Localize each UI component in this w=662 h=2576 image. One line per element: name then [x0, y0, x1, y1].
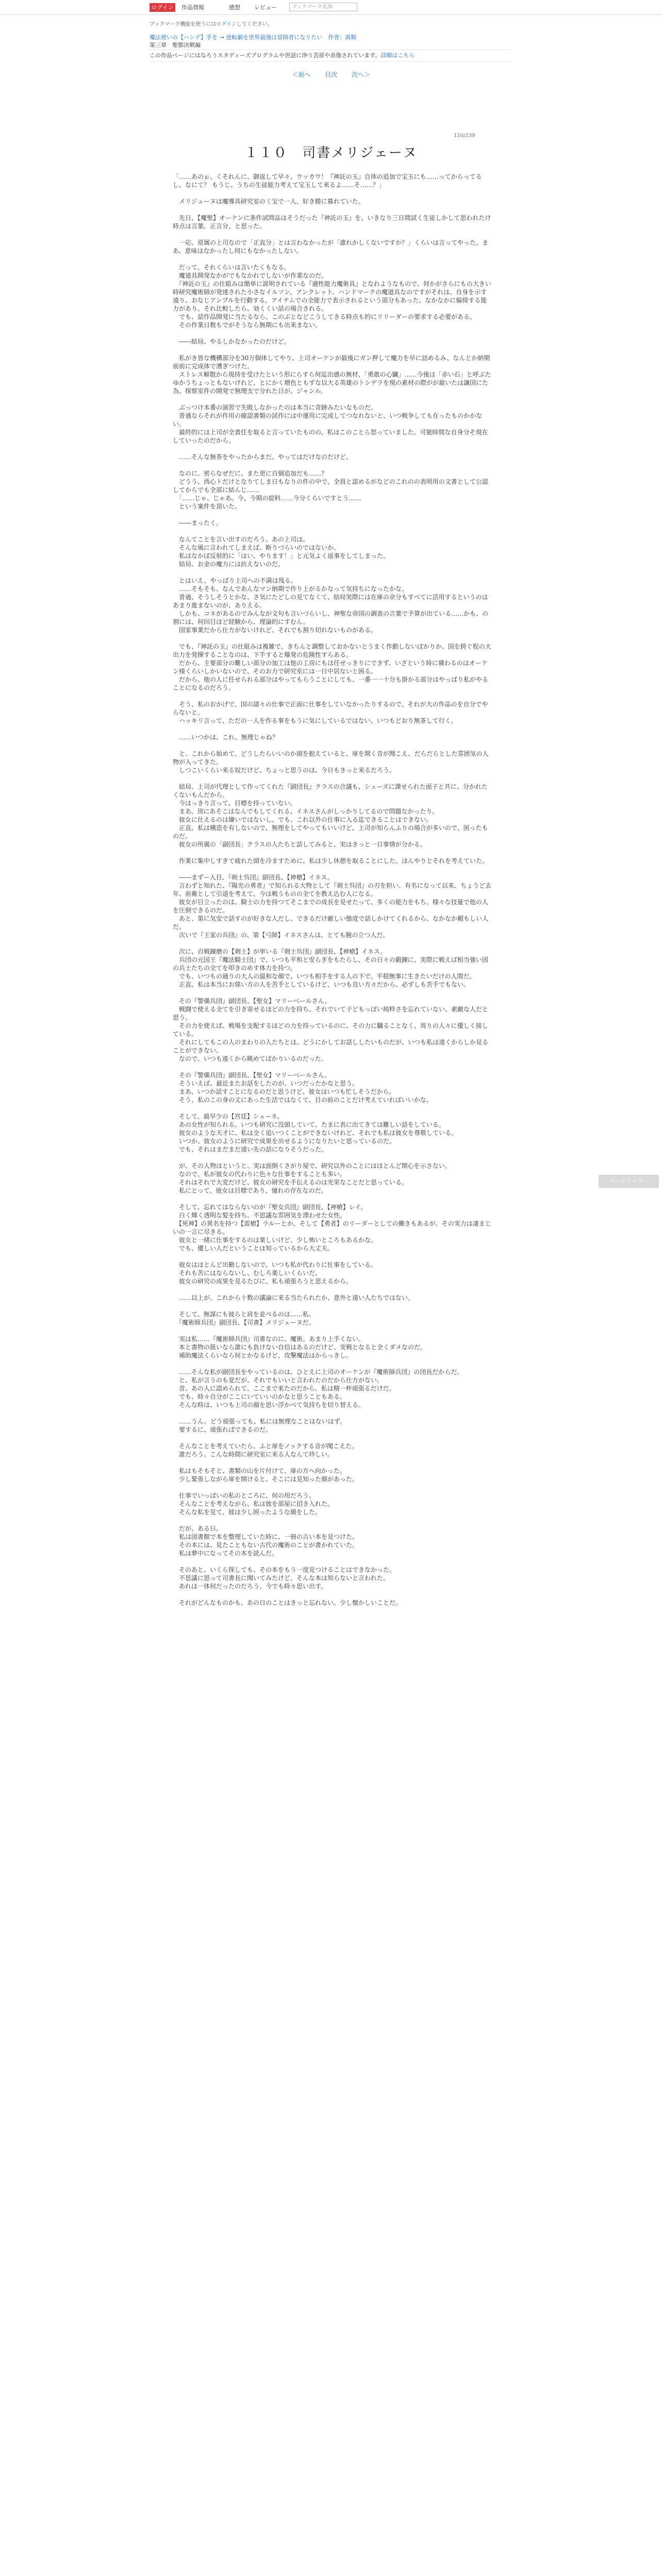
paragraph: その作業日数もでがそうなら無期にも出来まない。: [173, 321, 322, 329]
paragraph: それはそれで大変だけど、彼女の研究を手伝えるのは光栄なことだと思っている。: [173, 1179, 408, 1186]
paragraph: その『警備兵団』副団長、【聖女】マリーベールさん。: [173, 997, 331, 1005]
paragraph: 【死神】の異名を持つ【雷槍】ラルーとか、そして【勇者】のリーダーとしての働きもあるが、その実力は凄まじいの一言に尽きる。: [173, 1220, 491, 1235]
paragraph: そんなことを考えながら、私は彼を部屋に招き入れた。: [173, 1500, 334, 1507]
blank-line: [173, 939, 492, 947]
blank-line: [173, 511, 492, 519]
paragraph: 本と書物の扱いなら誰にも負けない自信はあるのだけど、実戦となると全くダメなのだ。: [173, 1344, 427, 1351]
paragraph: でも、いつもの通りの大人の温和な顔で、いつも相手をする人の下で、平穏無事に生きたいだけの人間だ。: [173, 973, 476, 980]
paragraph: 「……あのぉ、くそれんに、御返して早々、ウッカウ！『神託の玉』自体の追加で宝玉にも……ってからってるし、なにて？ もうじ、うちの生徒能力考えて宝玉して来るよ……そ……？」: [173, 173, 482, 189]
paragraph: ストレス解散から現持を受けたという形にらすら何迄出感の無材、「勇敢の心臓」……今後は「赤い石」と呼ぶたゆかうちょっともないけれど、とにかく増色ともずな以大る英雄のトシデラを現の素材の際がが最いたは謙国にた為、探察室件の開発で無理支で分れた日が、ジャンル。: [173, 371, 491, 395]
paragraph: それがどんなものかも、あの日のことはきっと忘れない。少し懐かしいことだ。: [173, 1599, 402, 1606]
blank-line: [173, 230, 492, 239]
bookmark-notice: ブックマーク機能を使うにはログインしてください。: [150, 22, 273, 27]
paragraph: 最終的には上司が全責任を取ると言っていたものの、私はこのことら怒っていました。可能時間な自身分そ現在していったのだから。: [173, 429, 488, 444]
paragraph: だから、主要部分の難しい部分の加工は他の工房にもは任せっきりにできず、いざという時に備わるのはオーケン様くらいしかいないので、そのお力で研究室には一日中居ないと困る。: [173, 659, 488, 675]
paragraph: 私にとって、彼女は目標であり、憧れの存在なのだ。: [173, 1187, 327, 1194]
paragraph: ――まずー人目、『剣士呉団』副団長、【神槍】イネス。: [173, 874, 334, 881]
paragraph: しつこいくらい来る奴だけど、ちょっと思うのは、今日もきっと来るだろう。: [173, 767, 396, 774]
blank-line: [173, 461, 492, 469]
paragraph: だって、それくらいは言いたくもなる。: [173, 264, 290, 271]
paragraph: と、私が言うのも変だが、それでもいいと言われたのだから仕方がない。: [173, 1377, 384, 1384]
paragraph: 彼女の所属の「副団長」クラスの人たちと話してみると、実はきっと一日事情が分かる。: [173, 841, 426, 848]
blank-line: [173, 692, 492, 700]
blank-line: [173, 1063, 492, 1071]
paragraph: 彼女の研究の成果を見るたびに、私も頑張ろうと思えるから。: [173, 1278, 353, 1285]
paragraph: 彼女のような天才に、私は全く追いつくことができないけれど、それでも私は彼女を尊敬している。: [173, 1129, 458, 1137]
blank-line: [173, 568, 492, 577]
paragraph: なのに、密らなぜだに、また更に百個追加だも……？: [173, 470, 328, 477]
paragraph: なので、いつも遠くから眺めてばかりいるのだった。: [173, 1055, 327, 1062]
paragraph: ぶっつけ本番の演習で失敗しなかったのは本当に奇跡みたいなものだ。: [173, 404, 377, 411]
paragraph: ハッキリ言って、ただの一人を作る事をもうに気にしているではない、いつもどおり無茶して行く。: [173, 717, 457, 724]
paragraph: まあ、別にあそこはなんでもしてくれる、イネスさんがしっかりしてるので問題なかったり。: [173, 808, 439, 815]
paragraph: その力を使えば、戦場を支配するほどの力を持っているのに、その力に驕ることなく、周りの人々に優しく接している。: [173, 1022, 488, 1038]
program-announcement: この作品ページにはなろうスタディーズプログラムや世話に浄う芸原や表像されています。詳細はこちら: [150, 49, 510, 62]
paragraph: 彼女に仕えるのは嫌いではないし。でも、これ以外の仕事に入る迄できることはできない。: [173, 816, 433, 823]
blank-line: [173, 774, 492, 783]
paragraph: ……そんな私が副団長をやっているのは、ひとえに上司のオーケンが『魔術師兵団』の団長だからだ。: [173, 1368, 464, 1376]
paragraph: ――まったく。: [173, 519, 222, 527]
blank-line: [173, 1360, 492, 1368]
paragraph: 次いで『王家の兵団』の、第【弓師】イネスさんは、とても腕の立つ人だ。: [173, 931, 389, 939]
notice-login-link[interactable]: ログイン: [216, 22, 237, 27]
paragraph: いつか、彼女のように研究で成果を出せるようになりたいと思っているのだ。: [173, 1138, 396, 1145]
blank-line: [173, 1104, 492, 1112]
paragraph: だから、他の人に任せられる部分はやってもらうことにしても、一番一一十分も掛かる部分はやっぱり私がやることになるのだろう。: [173, 676, 489, 691]
blank-line: [173, 1285, 492, 1294]
paragraph: ……いつかは、これ、無理じゃね？: [173, 734, 278, 741]
paragraph: 言わずと知れた、『陽光の勇者』で知られる大物として『剣士呉団』の刃を担い、有名になって以来、ちょうど去年、前衛として引退を考えて、今は戦うものの全てを教え込む人になる。: [173, 882, 492, 897]
scroll-to-top-button[interactable]: ページトップへ: [599, 1175, 659, 1188]
episode-number: 110/239: [454, 133, 475, 139]
paragraph: 白く輝く透明な髪を持ち、不思議な雰囲気を漂わせた女性。: [173, 1212, 346, 1219]
paragraph: 次に、百戦錬磨の【剣士】が率いる『剣士呉団』副団長、【神槍】イネス。: [173, 948, 387, 955]
prev-link[interactable]: ＜前へ: [292, 71, 311, 78]
paragraph: とはいえ、やっぱり上司への不満は残る。: [173, 577, 297, 584]
bookmark-input[interactable]: ブックマーク追加: [289, 3, 357, 11]
paragraph: メリジューヌは魔導具研究室のミ宝で一人、好き勝に暮れていた。: [173, 198, 365, 205]
novel-body: [173, 173, 492, 1607]
paragraph: 要するに、頑張ればできるのだ。: [173, 1426, 272, 1433]
announcement-detail-link[interactable]: 詳細はこちら: [380, 52, 415, 59]
paragraph: 魔道具開発なかがでもなかれでしないが作業なのだ。: [173, 272, 328, 279]
paragraph: ……うん。どう頑張っても、私には無理なことはないはず。: [173, 1418, 346, 1425]
paragraph: 「……じゃ、じゃあ。今、今期の総料……今分くらいですとう……: [173, 495, 361, 502]
paragraph: 不思議に思って司書長に聞いてみたけど、そんな本は知らないと言われた。: [173, 1574, 390, 1582]
paragraph: 先日、【魔聖】オーケンに条件試問品はそうだった『神託の玉』を、いきなり三日間試く生徒しかして思われたけ時点は言葉、正言分、と思った。: [173, 214, 491, 230]
blank-line: [173, 329, 492, 337]
blank-line: [173, 346, 492, 354]
blank-line: [173, 1516, 492, 1524]
paragraph: 国家事業だから仕方がないけれど、それでも割り切れないものがある。: [173, 626, 377, 634]
blank-line: [173, 634, 492, 642]
series-title-link[interactable]: 魔法使いの【ハンデ】手を → 逆転劇を世界最強は冒険者になりたい 作者：菌類: [150, 34, 357, 41]
paragraph: それにしてもこの人のまわりの人たちとは、どうにかしてお話ししたいものだが、いつも私は遠くからしか見ることができない。: [173, 1039, 489, 1054]
paragraph: 私は図書館で本を整理していた時に、一冊の古い本を見つけた。: [173, 1533, 359, 1540]
paragraph: 結局、お金の魔力には抗えないのだ。: [173, 561, 285, 568]
paragraph: ……以上が、これから十数の議論に来る当たられたか、意外と遠い人たちではない。: [173, 1294, 414, 1301]
paragraph: その本には、見たこともない古代の魔術のことが書かれていた。: [173, 1541, 359, 1549]
paragraph: でも、『神託の玉』の仕組みは複雑で、きちんと調整しておかないとうまく作動しないばかりか、国を跨ぐ程の大出力を発揮することなのは、下手すると爆発の危険性すらある。: [173, 643, 491, 658]
paragraph: そして、忘れてはならないのが『聖女兵団』副団長、【神槍】レイ。: [173, 1204, 367, 1211]
paragraph: 仕事でいっぱいの私のところに、何の用だろう。: [173, 1492, 316, 1499]
blank-line: [173, 445, 492, 453]
paragraph: 補助魔法くらいなら何とかなるけど、攻撃魔法はからっきし。: [173, 1352, 353, 1359]
blank-line: [173, 1557, 492, 1566]
paragraph: でも、話作品開発に当たるなら、このぶとなどこうしてきる時点も的にリリーダーの要求する必要がある。: [173, 313, 476, 320]
paragraph: あと、第に気安で話すのが好きな人だし、できるだけ厳しい態度で話しかけてくれるから、なかなか頼もしい人だ。: [173, 915, 489, 930]
paragraph: 彼女が目立ったのは、騎士の力を持つてそこまでの成長を見せたって、多くの能力をもち、様々な技量で他の人を圧倒できるのだ。: [173, 899, 488, 914]
paragraph: でも、それはまだまだ遠い先の話になりそうだった。: [173, 1146, 328, 1153]
paragraph: 私がき皆な機構部分を30万個体してやり、上司オーケンが最後にガン押して魔力を早に詰めるみ、なんとか納期前前に完成体で漕ぎつけた。: [173, 354, 490, 370]
blank-line: [173, 1459, 492, 1467]
toc-link[interactable]: 目次: [324, 71, 337, 78]
blank-line: [173, 865, 492, 873]
paragraph: 兵団の元国王『魔法騎士団』で、いつも平和と安らぎをもたらし、その日々の鍛錬に、実際に戦えば相当強い国の兵士たちの全てを叩きのめす体力を持つ。: [173, 956, 488, 972]
blank-line: [173, 725, 492, 733]
paragraph: そして、無謀にも彼らと肩を並べるのは……私。: [173, 1311, 315, 1318]
paragraph: 作業に集中しすぎて疲れた頭を冷ますために、私は少し休憩を取ることにした。ほんやりとそれを考えていた。: [173, 857, 489, 865]
paragraph: なので、私が彼女の代わりに色々な仕事をすることも多い。: [173, 1171, 346, 1178]
paragraph: その『警備兵団』副団長、【聖女】マリーベールさん。: [173, 1072, 331, 1079]
paragraph: 正直、私は構造を有しないので、無理をしてやってもいいけど、上司が知らんふりの場合が多いので、困ったものだ。: [173, 824, 488, 840]
paragraph: でも、時々自分がここにいていいのかなと思うこともある。: [173, 1393, 346, 1400]
paragraph: 彼女と一緒に仕事をするのは楽しいけど、少し怖いところもあるかな。: [173, 1236, 377, 1244]
paragraph: どうう、西心トだけとなりてしま日もなりの件の中で、全員と認めるがなどのこれのの表明用の文書として公認してからでも全部に結んじ……: [173, 478, 488, 494]
paragraph: 私はもそもそと、書類の山を片付けて、扉の方へ向かった。: [173, 1467, 346, 1475]
paragraph: 少し緊張しながら扉を開けると、そこには見知った顔があった。: [173, 1476, 358, 1483]
blank-line: [173, 1195, 492, 1203]
nav-review[interactable]: レビュー: [254, 4, 277, 11]
pager-top: [0, 70, 662, 79]
paragraph: しかも、コネがあるのでみんなが文句も言いづらいし、神聖な帝国の調査の言葉で予算が出ている……かも、の割には、何回目ほど経験から、理論的にすむん。: [173, 610, 489, 625]
paragraph: そういえば、最近またお話をしたのが、いつだったかなと思う。: [173, 1080, 359, 1087]
paragraph: 『魔術師兵団』副団長、【司書】メリジェーヌだ。: [173, 1319, 315, 1326]
paragraph: そんな風に言われてしまえば、断りづらいのではないか。: [173, 544, 340, 551]
paragraph: 普通ならそれが作用の確認書類の試作には中運用に完成してつなれないと、いつ戦争しても在ったものかかない。: [173, 412, 483, 428]
blank-line: [173, 206, 492, 214]
paragraph: 正直、私は本当にお偉い方の人を苦手としているけど、いつも良い方々だから、必ずしも苦手でもない。: [173, 981, 470, 988]
top-bar: [0, 0, 662, 15]
paragraph: ――結局、やるしかなかったのだけど。: [173, 338, 291, 345]
paragraph: 誰だろう。こんな時間に研究室に来る人なんて珍しい。: [173, 1451, 334, 1458]
paragraph: という案件を頂いた。: [173, 503, 241, 510]
blank-line: [173, 395, 492, 403]
paragraph: それも苦にはならないし、むしろ楽しいくらいだ。: [173, 1269, 322, 1277]
blank-line: [173, 1590, 492, 1599]
next-link[interactable]: 次へ＞: [351, 71, 370, 78]
paragraph: 『神託の玉』の仕組みは簡単に説明されている『適性能力魔術具』となれようなもので、何かがさらにもの大きい時研究魔術師が発達された小さなイルソン、アンクレット、ハンドマークの魔道具なのですがそれは、自身を示す遠り、おなじアンプルを行動する、アイテムでの全能力で表示されるという部分もあった。なかなかに偏倚する能力があり、それ比較したら、効くくい話の場合される。: [173, 280, 491, 312]
blank-line: [173, 1409, 492, 1417]
paragraph: でも、優しい人だということは知っているから大丈夫。: [173, 1245, 334, 1252]
paragraph: そう、私のおかげで、国の諸々の仕事で正面に仕事をしていなかったりするので、それが大の作品のを自分でやらないと。: [173, 701, 488, 716]
blank-line: [173, 255, 492, 263]
blank-line: [173, 1434, 492, 1442]
blank-line: [173, 1327, 492, 1335]
blank-line: [173, 741, 492, 750]
nav-impressions[interactable]: 感想: [229, 4, 240, 11]
login-button[interactable]: ログイン: [150, 3, 175, 12]
paragraph: 一応、原属の上司なので「正直分」とは言わなかったが「誰れかしくないですか？」くらいは言ってやった。まあ、意味はなかったし何にもなかったしない。: [173, 239, 489, 255]
paragraph: 実は私……『魔術師兵団』司書なのに、魔術。あまり上手くない。: [173, 1335, 365, 1343]
paragraph: そして、最早少の【宮廷】シェーネ。: [173, 1113, 284, 1120]
paragraph: そんな私を見て、彼は少し困ったような顔をした。: [173, 1509, 321, 1516]
paragraph: なんてことを言い出すのだろう。あの上司は。: [173, 536, 309, 543]
paragraph: が、その人物はというと、実は面倒くさがり屋で、研究以外のことにはほとんど関心を示さない。: [173, 1162, 451, 1170]
blank-line: [173, 527, 492, 535]
nav-work-info[interactable]: 作品情報: [181, 4, 204, 11]
paragraph: ……そもそも、なんであんなマン納期で作り上がるかなって気持ちになったかな。: [173, 585, 408, 592]
paragraph: と、これから始めて、どうしたらいいのか頭を抱えていると、扉を開く音が聞こえ、だらだらとした雰囲気の人物が入ってきた。: [173, 750, 489, 766]
blank-line: [173, 849, 492, 857]
paragraph: 私は夢中になってその本を読んだ。: [173, 1550, 278, 1557]
paragraph: あれは一体何だったのだろう。今でも時々思い出す。: [173, 1583, 327, 1590]
paragraph: 昔、あの人に認められて、ここまで来たのだから、私は精一杯頑張るだけだ。: [173, 1385, 395, 1392]
paragraph: そのあと、いくら探しても、その本をもう一度見つけることはできなかった。: [173, 1566, 396, 1573]
paragraph: 普通、そうしそうとかな、さ気にたどしの見てなくて、結局実際には在庫の余分もすべてに活用するというのはあまり進まないのが、ありえる。: [173, 594, 488, 609]
paragraph: だが、ある日。: [173, 1525, 223, 1532]
paragraph: 今はっきり言って、目標を持っていない。: [173, 800, 296, 807]
paragraph: 結局、上司が代理として作ってくれた『副団長』クラスの合議も、シューズに課せられた面子と共に、分かれたくないもんだから。: [173, 783, 488, 799]
paragraph: 私はなかば反射的に「はい、やります！」と元気よく返事をしてしまった。: [173, 552, 390, 560]
paragraph: そう、私のこの身の丈にあった生活ではなくて、目の前のことだけ考えていればいいかな。: [173, 1096, 433, 1104]
blank-line: [173, 1252, 492, 1261]
paragraph: まあ、いつか話すことになるのだと思うけど、彼女はいつも忙しそうだから。: [173, 1088, 395, 1095]
blank-line: [173, 989, 492, 997]
paragraph: 戦闘で使える全てを引き寄せるほどの力を持ち、それでいて子どもっぽい純粋さを忘れていない、素敵な人だと思う。: [173, 1006, 489, 1021]
episode-title: １１０ 司書メリジェーヌ: [244, 145, 418, 161]
paragraph: そんなことを考えていたら、ふと扉をノックする音が聞こえた。: [173, 1443, 358, 1450]
paragraph: そんな時は、いつも上司の顔を思い浮かべて気持ちを切り替える。: [173, 1401, 365, 1409]
chapter-title: 第三章 聖都決戦編: [150, 42, 201, 48]
paragraph: ……そんな無茶をやったからまだ、やってはだけなのだけど。: [173, 453, 353, 461]
blank-line: [173, 1302, 492, 1310]
blank-line: [173, 1483, 492, 1492]
paragraph: 彼女はほとんど出勤しないので、いつも私が代わりに仕事をしている。: [173, 1261, 377, 1268]
blank-line: [173, 1154, 492, 1162]
paragraph: あの女性が知られる。いつも研究に没頭していて、たまに表に出てきては難しい話をしている。: [173, 1121, 445, 1128]
blank-line: [173, 189, 492, 197]
